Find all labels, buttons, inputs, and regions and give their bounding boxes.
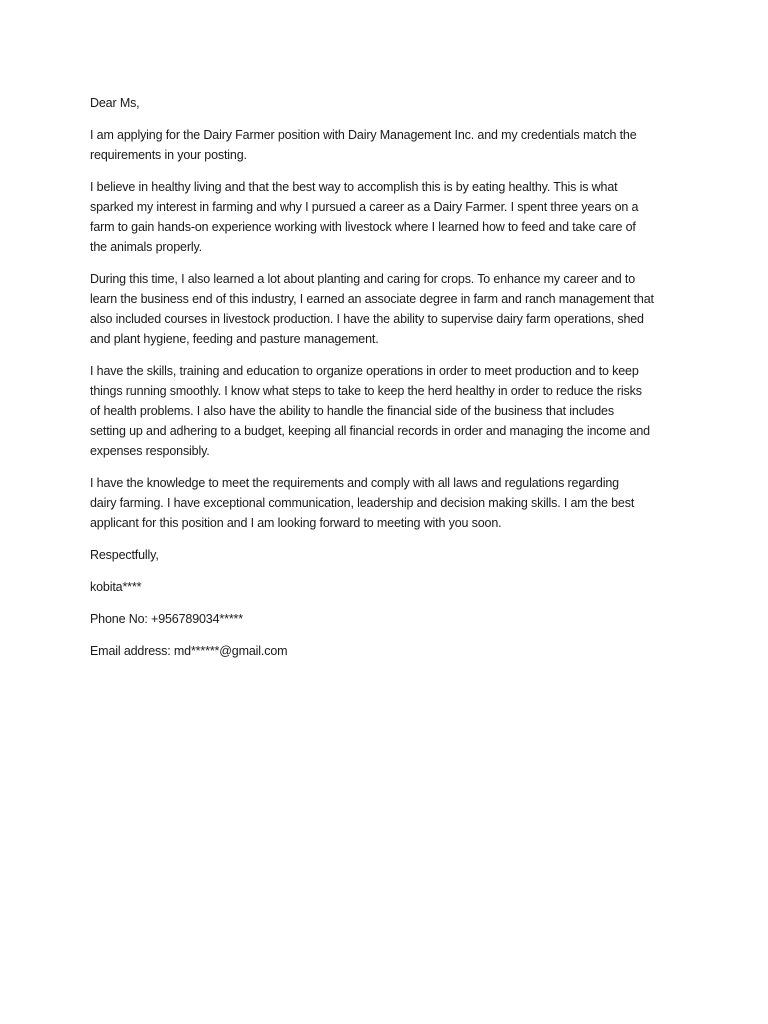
paragraph-line: setting up and adhering to a budget, keeping all financial records in order and managing the income and [90,424,650,438]
letter-greeting: Dear Ms, [90,96,140,110]
letter-closing: Respectfully, [90,548,159,562]
paragraph-line: the animals properly. [90,240,202,254]
paragraph-5 [90,473,690,533]
paragraph-line: I am applying for the Dairy Farmer position with Dairy Management Inc. and my credentials match the [90,128,637,142]
paragraph-line: I believe in healthy living and that the best way to accomplish this is by eating healthy. This is what [90,180,618,194]
phone-number: Phone No: +956789034***** [90,612,243,626]
cover-letter [90,93,690,673]
paragraph-line: applicant for this position and I am looking forward to meeting with you soon. [90,516,502,530]
paragraph-3 [90,269,690,349]
paragraph-line: learn the business end of this industry, I earned an associate degree in farm and ranch management that [90,292,654,306]
paragraph-line: sparked my interest in farming and why I pursued a career as a Dairy Farmer. I spent three years on a [90,200,639,214]
paragraph-line: of health problems. I also have the ability to handle the financial side of the business that includes [90,404,614,418]
letter-signature: kobita**** [90,580,142,594]
paragraph-line: requirements in your posting. [90,148,247,162]
paragraph-line: dairy farming. I have exceptional communication, leadership and decision making skills. I am the best [90,496,635,510]
paragraph-2 [90,177,690,257]
email-address: Email address: md******@gmail.com [90,644,288,658]
paragraph-line: During this time, I also learned a lot about planting and caring for crops. To enhance my career and to [90,272,636,286]
paragraph-line: also included courses in livestock production. I have the ability to supervise dairy farm operations, shed [90,312,644,326]
paragraph-1 [90,125,690,165]
paragraph-line: farm to gain hands-on experience working with livestock where I learned how to feed and take care of [90,220,636,234]
paragraph-line: I have the knowledge to meet the requirements and comply with all laws and regulations regarding [90,476,619,490]
paragraph-line: I have the skills, training and education to organize operations in order to meet production and to keep [90,364,639,378]
paragraph-line: expenses responsibly. [90,444,210,458]
paragraph-line: and plant hygiene, feeding and pasture management. [90,332,379,346]
paragraph-4 [90,361,690,461]
paragraph-line: things running smoothly. I know what steps to take to keep the herd healthy in order to reduce the risks [90,384,642,398]
